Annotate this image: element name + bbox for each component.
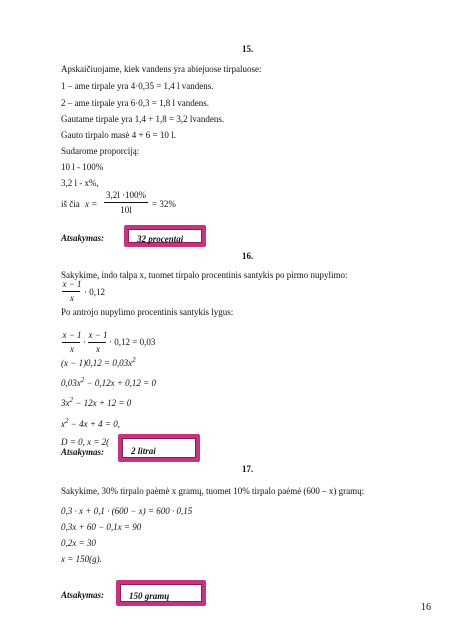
eq5: $x^2 - 4x + 4 = 0$, [61, 417, 120, 429]
answer-label-17: Atsakymas: [61, 590, 105, 600]
proportion-line1: 10 l - 100% [61, 162, 104, 172]
section-15-line1: 1 – ame tirpale yra 4·0,35 = 1,4 l vandens. [61, 81, 214, 91]
answer-17: 150 gramų [129, 591, 170, 601]
section-17-number: 17. [242, 464, 254, 474]
section-15-number: 15. [242, 44, 254, 54]
from-here-label: iš čia [61, 199, 80, 209]
answer-label-16: Atsakymas: [61, 447, 105, 457]
s17-eq2: 0,3x + 60 − 0,1x = 90 [61, 522, 142, 532]
s16-frac-mul: · 0,12 [84, 287, 105, 297]
fraction-bar [104, 202, 148, 203]
s16-frac-num: x − 1 [62, 279, 82, 289]
section-15-line5: Sudarome proporciją: [61, 146, 140, 156]
section-16-second: Po antrojo nupylimo procentinis santykis lygus: [61, 307, 234, 317]
answer-box-16 [118, 434, 200, 462]
s17-eq1: 0,3 · x + 0,1 · (600 − x) = 600 · 0,15 [61, 506, 193, 516]
eq1-b-den: x [96, 344, 100, 354]
section-15-line3: Gautame tirpale yra 1,4 + 1,8 = 3,2 lvandens. [61, 114, 225, 124]
page-number: 16 [421, 602, 431, 613]
s16-frac-den: x [70, 293, 74, 303]
answer-box-17 [116, 580, 206, 606]
fraction-numerator: 3,2l ·100% [106, 190, 146, 200]
section-16-intro: Sakykime, indo talpa x, tuomet tirpalo procentinis santykis po pirmo nupylimo: [61, 270, 348, 280]
eq2: $(x - 1)0,12 = 0,03x^2$ [61, 356, 136, 368]
answer-15: 32 procentai [137, 234, 184, 244]
proportion-line2: 3,2 l - x%, [61, 178, 99, 188]
eq1-b-bar [88, 342, 106, 343]
section-15-intro: Apskaičiuojame, kiek vandens yra abiejuose tirpaluose: [61, 64, 262, 74]
eq1-rest: · 0,12 = 0,03 [109, 337, 156, 347]
eq1-a-num: x − 1 [62, 330, 82, 340]
answer-label-15: Atsakymas: [61, 233, 105, 243]
section-16-number: 16. [242, 251, 254, 261]
section-15-line4: Gauto tirpalo masė 4 + 6 = 10 l. [61, 130, 176, 140]
s17-eq4: x = 150(g). [61, 554, 102, 564]
section-15-line2: 2 – ame tirpale yra 6·0,3 = 1,8 l vandens. [61, 98, 210, 108]
eq1-a-den: x [70, 344, 74, 354]
eq6: D = 0, x = 2( [61, 437, 110, 447]
x-equals: x = [85, 199, 98, 209]
eq1-b-num: x − 1 [88, 330, 108, 340]
s17-eq3: 0,2x = 30 [61, 538, 96, 548]
answer-box-15 [124, 225, 206, 247]
fraction-denominator: 10l [120, 205, 132, 215]
s16-frac-bar [62, 291, 80, 292]
proportion-result: = 32% [152, 199, 176, 209]
section-17-intro: Sakykime, 30% tirpalo paėmė x gramų, tuomet 10% tirpalo paėmė (600 – x) gramų: [61, 486, 365, 496]
eq3: $0,03x^2 - 0,12x + 0,12 = 0$ [61, 376, 156, 388]
eq1-a-bar [62, 342, 80, 343]
answer-16: 2 litrai [131, 446, 156, 456]
eq1-dot: · [83, 337, 86, 347]
eq4: $3x^2 - 12x + 12 = 0$ [61, 396, 132, 408]
